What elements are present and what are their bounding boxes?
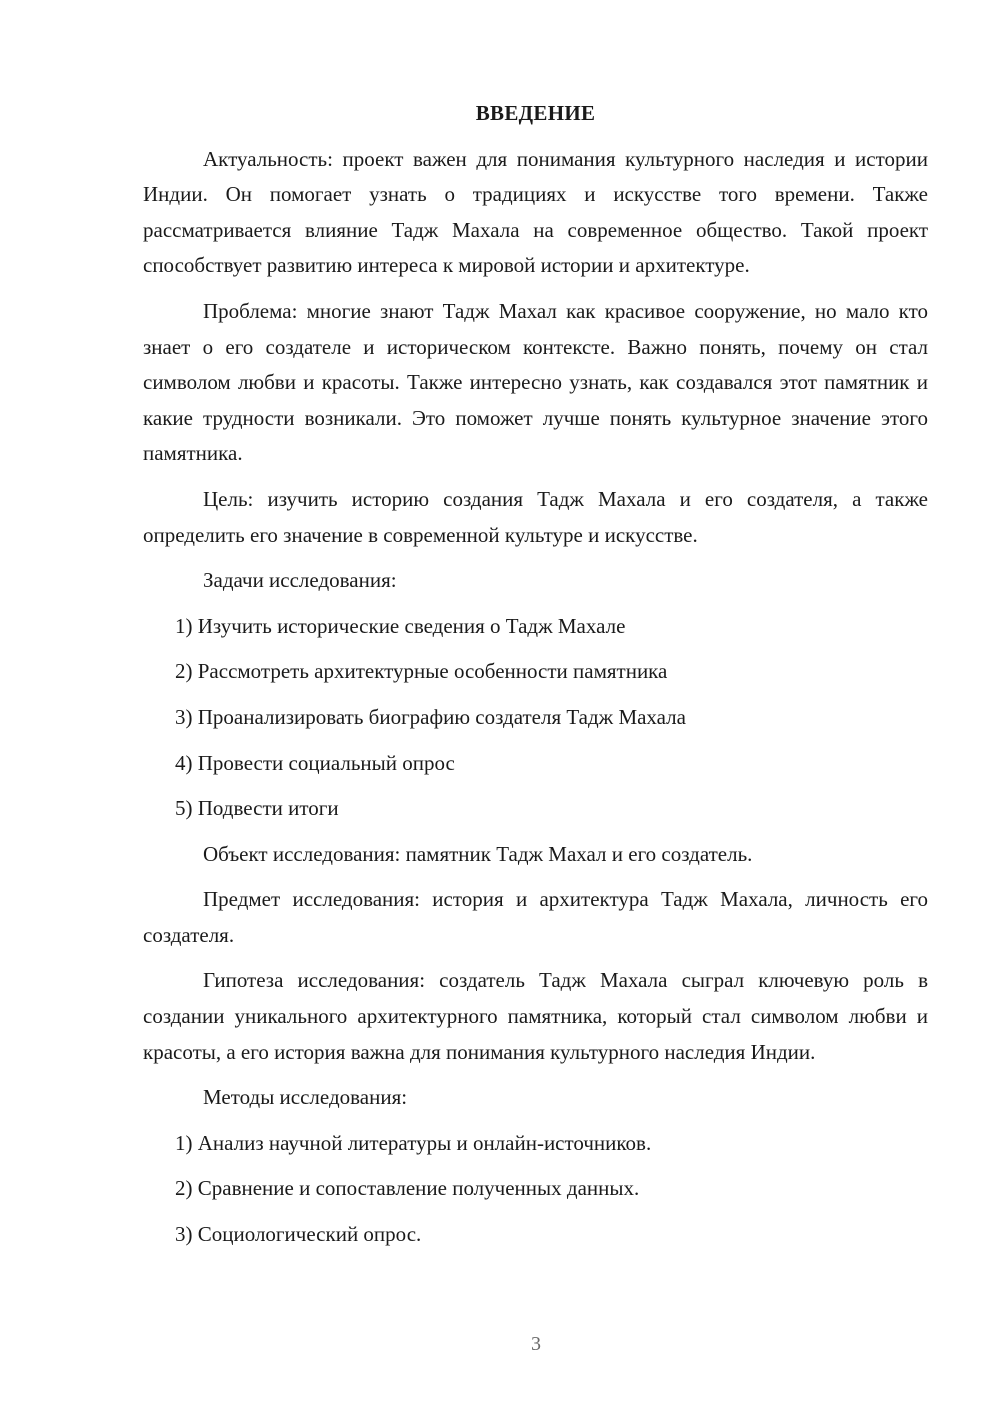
object-paragraph: Объект исследования: памятник Тадж Махал и его создатель. bbox=[203, 841, 753, 866]
methods-title: Методы исследования: bbox=[203, 1085, 408, 1110]
page-title: ВВЕДЕНИЕ bbox=[475, 101, 596, 125]
task-item: 3) Проанализировать биографию создателя Тадж Махала bbox=[175, 704, 686, 729]
task-item: 1) Изучить исторические сведения о Тадж Махале bbox=[175, 613, 626, 638]
relevance-paragraph: Актуальность: проект важен для понимания культурного наследия и истории Индии. Он помогает узнать о традициях и искусстве того времени. Также рассматривается влияние Тадж Махала на современное общество. Такой проект способствует развитию интереса к мировой истории и архитектуре. bbox=[143, 146, 928, 278]
method-item: 1) Анализ научной литературы и онлайн-источников. bbox=[175, 1130, 652, 1155]
task-item: 5) Подвести итоги bbox=[175, 796, 339, 821]
problem-paragraph: Проблема: многие знают Тадж Махал как красивое сооружение, но мало кто знает о его создателе и историческом контексте. Важно понять, почему он стал символом любви и красоты. Также интересно узнать, как создавался этот памятник и какие трудности возникали. Это поможет лучше понять культурное значение этого памятника. bbox=[143, 298, 928, 466]
tasks-title: Задачи исследования: bbox=[203, 568, 397, 593]
task-item: 4) Провести социальный опрос bbox=[175, 750, 455, 775]
method-item: 3) Социологический опрос. bbox=[175, 1222, 422, 1247]
subject-paragraph: Предмет исследования: история и архитектура Тадж Махала, личность его создателя. bbox=[143, 887, 928, 947]
hypothesis-paragraph: Гипотеза исследования: создатель Тадж Махала сыграл ключевую роль в создании уникального архитектурного памятника, который стал символом любви и красоты, а его история важна для понимания культурного наследия Индии. bbox=[143, 968, 928, 1064]
page-number: 3 bbox=[531, 1333, 541, 1355]
method-item: 2) Сравнение и сопоставление полученных данных. bbox=[175, 1176, 640, 1201]
document-page bbox=[143, 96, 928, 1263]
goal-paragraph: Цель: изучить историю создания Тадж Махала и его создателя, а также определить его значение в современной культуре и искусстве. bbox=[143, 486, 928, 547]
task-item: 2) Рассмотреть архитектурные особенности памятника bbox=[175, 659, 668, 684]
